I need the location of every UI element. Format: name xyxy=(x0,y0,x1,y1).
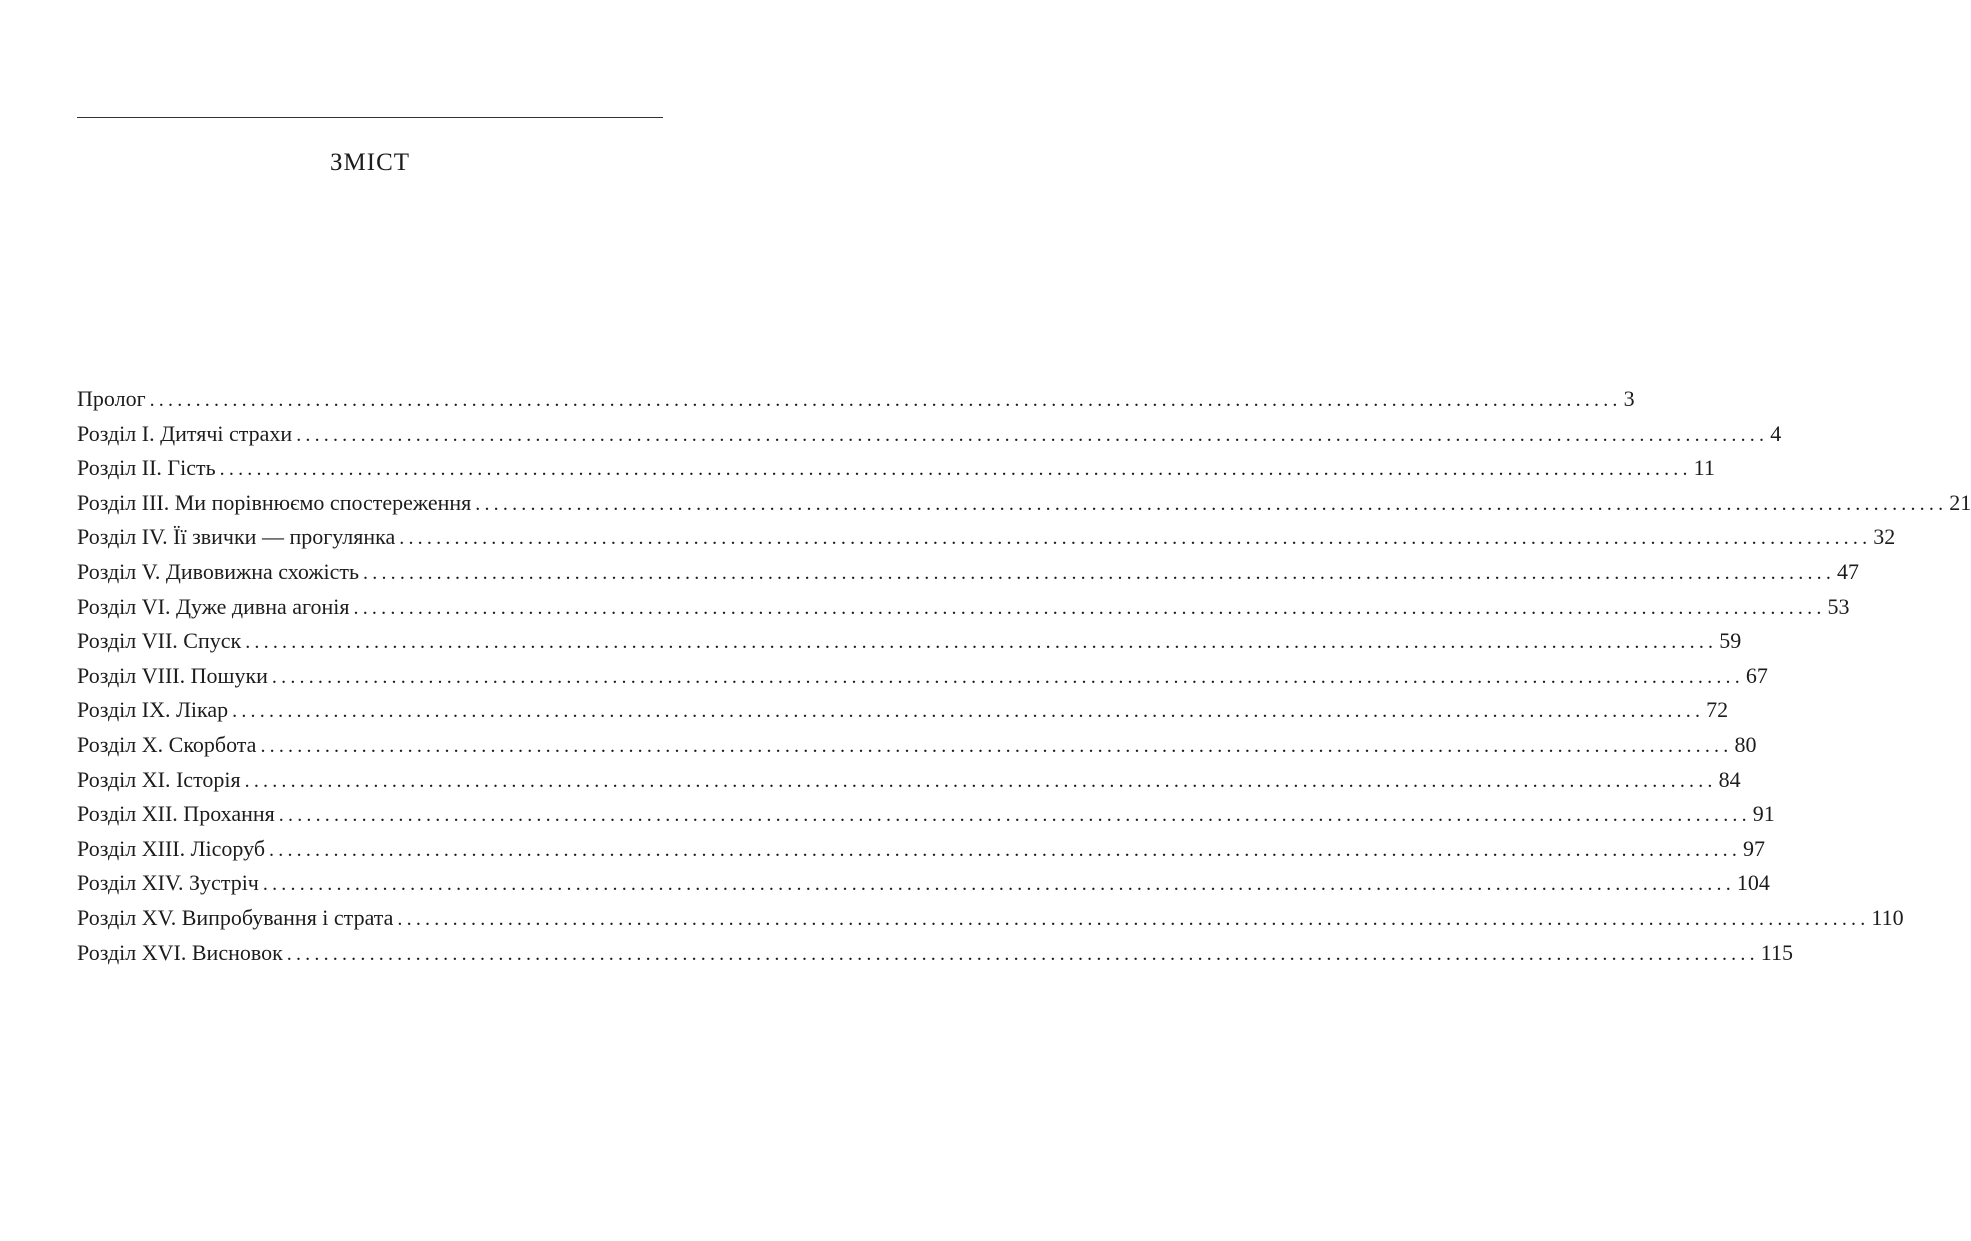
toc-leader: ................................................................................................................................................................ xyxy=(271,665,1744,688)
table-of-contents xyxy=(77,382,1971,970)
toc-leader: ................................................................................................................................................................ xyxy=(219,458,1692,481)
toc-leader: ................................................................................................................................................................ xyxy=(269,838,1742,861)
toc-entry-page: 4 xyxy=(1770,420,1782,446)
toc-entry-label: Розділ V. Дивовижна схожість xyxy=(77,558,360,584)
toc-entry-page: 11 xyxy=(1693,455,1715,481)
toc-entry-page: 72 xyxy=(1706,697,1729,723)
toc-entry[interactable] xyxy=(77,763,1741,798)
toc-entry-page: 84 xyxy=(1718,766,1741,792)
toc-entry-label: Розділ IX. Лікар xyxy=(77,697,229,723)
toc-entry-label: Розділ VI. Дуже дивна агонія xyxy=(77,593,350,619)
toc-entry[interactable] xyxy=(77,936,1793,971)
toc-entry-label: Розділ І. Дитячі страхи xyxy=(77,420,293,446)
toc-entry-label: Розділ XVI. Висновок xyxy=(77,939,283,965)
toc-entry-page: 97 xyxy=(1743,835,1766,861)
toc-entry-page: 104 xyxy=(1736,870,1770,896)
toc-entry-page: 110 xyxy=(1871,904,1904,930)
toc-entry[interactable] xyxy=(77,486,1971,521)
toc-entry-page: 47 xyxy=(1837,558,1860,584)
toc-entry[interactable] xyxy=(77,382,1635,417)
toc-entry[interactable] xyxy=(77,624,1742,659)
toc-entry[interactable] xyxy=(77,693,1729,728)
toc-entry-label: Розділ VII. Спуск xyxy=(77,628,242,654)
toc-entry[interactable] xyxy=(77,659,1768,694)
toc-entry-label: Розділ XIV. Зустріч xyxy=(77,870,259,896)
toc-entry-page: 59 xyxy=(1719,628,1742,654)
toc-entry-label: Розділ ІІІ. Ми порівнюємо спостереження xyxy=(77,489,472,515)
toc-entry[interactable] xyxy=(77,417,1782,452)
toc-entry-label: Розділ VIII. Пошуки xyxy=(77,662,268,688)
toc-leader: ................................................................................................................................................................ xyxy=(397,907,1870,930)
top-rule xyxy=(77,117,663,118)
toc-entry[interactable] xyxy=(77,832,1766,867)
toc-leader: ................................................................................................................................................................ xyxy=(260,734,1733,757)
toc-leader: ................................................................................................................................................................ xyxy=(399,527,1872,550)
toc-entry-label: Пролог xyxy=(77,386,146,411)
toc-entry-label: Розділ IV. Її звички — прогулянка xyxy=(77,524,396,550)
toc-leader: ................................................................................................................................................................ xyxy=(278,804,1751,827)
toc-entry[interactable] xyxy=(77,901,1904,936)
toc-entry[interactable] xyxy=(77,590,1850,625)
toc-entry-page: 3 xyxy=(1623,386,1635,411)
toc-leader: ................................................................................................................................................................ xyxy=(244,769,1717,792)
toc-entry-page: 91 xyxy=(1752,801,1775,827)
toc-leader: ................................................................................................................................................................ xyxy=(149,389,1622,411)
toc-entry-label: Розділ ІІ. Гість xyxy=(77,455,216,481)
toc-leader: ................................................................................................................................................................ xyxy=(353,596,1826,619)
toc-entry-label: Розділ XV. Випробування і страта xyxy=(77,904,394,930)
toc-entry-page: 115 xyxy=(1760,939,1793,965)
toc-entry-page: 32 xyxy=(1873,524,1896,550)
toc-entry-label: Розділ XI. Історія xyxy=(77,766,241,792)
toc-entry[interactable] xyxy=(77,866,1770,901)
toc-entry-page: 21 xyxy=(1949,489,1971,515)
toc-entry-label: Розділ XII. Прохання xyxy=(77,801,275,827)
toc-leader: ................................................................................................................................................................ xyxy=(245,631,1718,654)
toc-entry-label: Розділ X. Скорбота xyxy=(77,731,257,757)
toc-leader: ................................................................................................................................................................ xyxy=(475,492,1948,515)
toc-entry-page: 80 xyxy=(1734,731,1757,757)
toc-leader: ................................................................................................................................................................ xyxy=(262,873,1735,896)
toc-leader: ................................................................................................................................................................ xyxy=(286,942,1759,965)
toc-entry[interactable] xyxy=(77,555,1860,590)
toc-leader: ................................................................................................................................................................ xyxy=(363,561,1836,584)
toc-entry[interactable] xyxy=(77,797,1775,832)
page-title: ЗМІСТ xyxy=(329,149,411,176)
toc-leader: ................................................................................................................................................................ xyxy=(296,423,1769,446)
toc-leader: ................................................................................................................................................................ xyxy=(232,700,1705,723)
toc-entry-page: 53 xyxy=(1827,593,1850,619)
toc-entry-page: 67 xyxy=(1745,662,1768,688)
toc-entry[interactable] xyxy=(77,520,1896,555)
toc-entry-label: Розділ XIII. Лісоруб xyxy=(77,835,266,861)
toc-entry[interactable] xyxy=(77,451,1715,486)
toc-entry[interactable] xyxy=(77,728,1757,763)
